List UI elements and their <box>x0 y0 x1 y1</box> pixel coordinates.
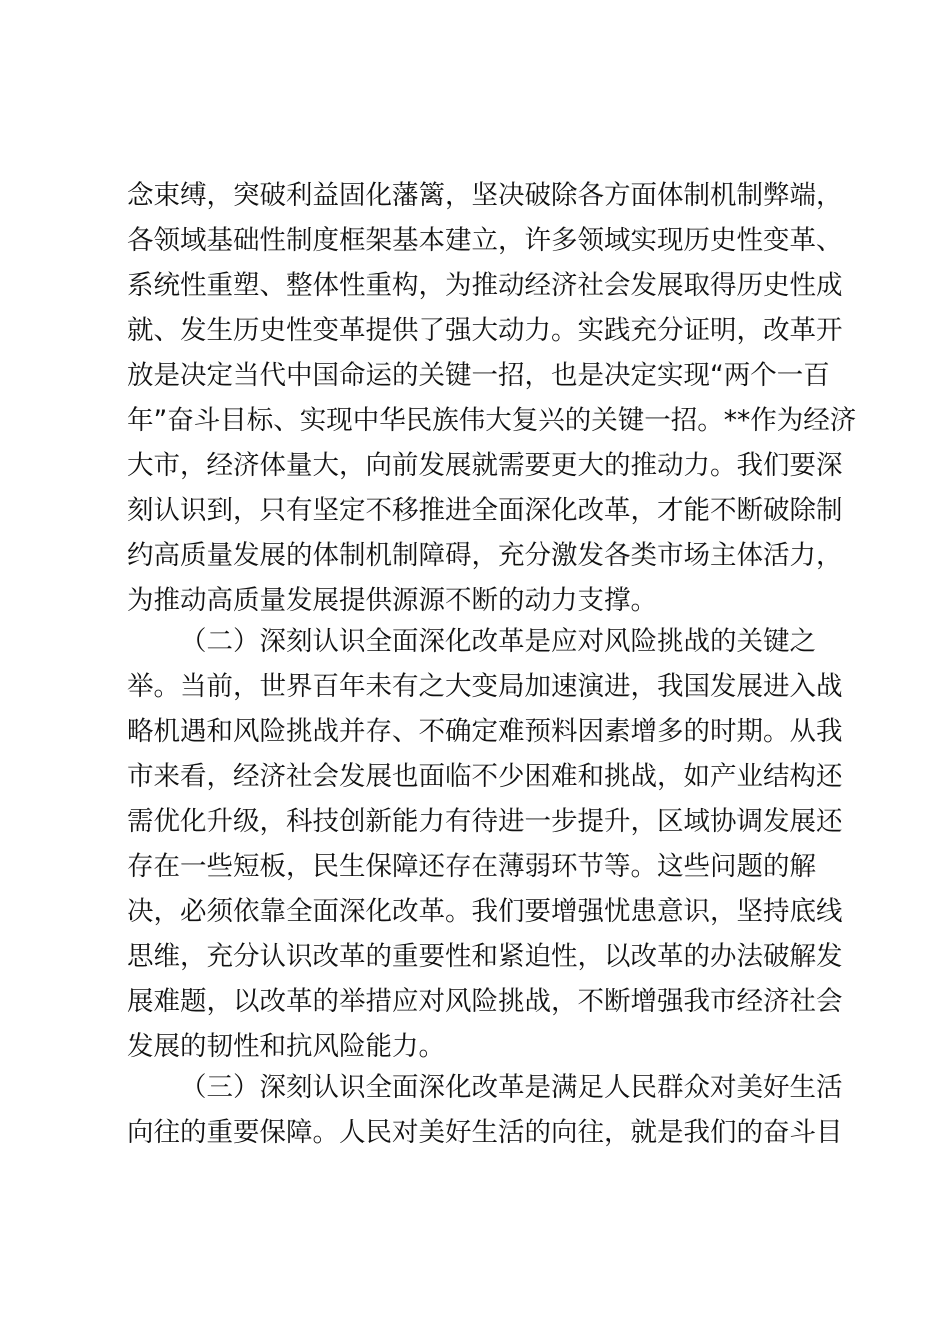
text-line: 约高质量发展的体制机制障碍，充分激发各类市场主体活力， <box>127 540 843 571</box>
text-line: 年”奋斗目标、实现中华民族伟大复兴的关键一招。**作为经济 <box>127 405 857 436</box>
section-heading-2: （二）深刻认识全面深化改革是应对风险挑战的关键之 <box>180 626 816 657</box>
text-line: 系统性重塑、整体性重构，为推动经济社会发展取得历史性成 <box>127 270 843 301</box>
text-line: 向往的重要保障。人民对美好生活的向往，就是我们的奋斗目 <box>127 1117 843 1148</box>
text-line: 决，必须依靠全面深化改革。我们要增强忧患意识，坚持底线 <box>127 896 843 927</box>
text-line: 思维，充分认识改革的重要性和紧迫性，以改革的办法破解发 <box>127 941 843 972</box>
text-line: 存在一些短板，民生保障还存在薄弱环节等。这些问题的解 <box>127 851 816 882</box>
text-line: 大市，经济体量大，向前发展就需要更大的推动力。我们要深 <box>127 450 843 481</box>
text-line: 刻认识到，只有坚定不移推进全面深化改革，才能不断破除制 <box>127 495 843 526</box>
text-line: 举。当前，世界百年未有之大变局加速演进，我国发展进入战 <box>127 671 843 702</box>
section-heading-3: （三）深刻认识全面深化改革是满足人民群众对美好生活 <box>180 1072 843 1103</box>
text-line: 市来看，经济社会发展也面临不少困难和挑战，如产业结构还 <box>127 761 843 792</box>
text-line: 需优化升级，科技创新能力有待进一步提升，区域协调发展还 <box>127 806 843 837</box>
text-line: 各领域基础性制度框架基本建立，许多领域实现历史性变革、 <box>127 225 843 256</box>
text-line: 念束缚，突破利益固化藩篱，坚决破除各方面体制机制弊端， <box>127 180 843 211</box>
text-line: 发展的韧性和抗风险能力。 <box>127 1031 445 1062</box>
text-line: 略机遇和风险挑战并存、不确定难预料因素增多的时期。从我 <box>127 716 843 747</box>
text-line: 展难题，以改革的举措应对风险挑战，不断增强我市经济社会 <box>127 986 843 1017</box>
text-line: 为推动高质量发展提供源源不断的动力支撑。 <box>127 585 657 616</box>
text-line: 放是决定当代中国命运的关键一招，也是决定实现“两个一百 <box>127 360 830 391</box>
text-line: 就、发生历史性变革提供了强大动力。实践充分证明，改革开 <box>127 315 843 346</box>
